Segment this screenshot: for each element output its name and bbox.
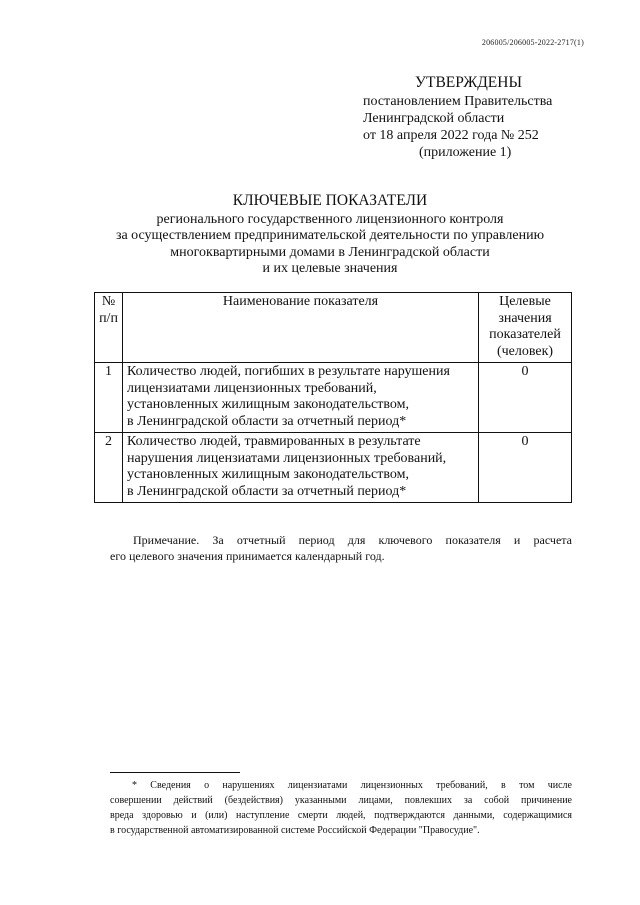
approval-heading: УТВЕРЖДЕНЫ [415,74,522,91]
approval-block [363,74,603,161]
header-target-line-2: значения [498,310,552,326]
footnote-line-4: в государственной автоматизированной системе Российской Федерации "Правосудие". [110,825,480,836]
title-line-1: регионального государственного лицензионного контроля [156,211,504,227]
title-line-4: и их целевые значения [262,261,398,276]
note-line-2: его целевого значения принимается календарный год. [110,549,385,563]
header-number [95,293,123,363]
footnote-line-1: * Сведения о нарушениях лицензиатами лицензионных требований, в том числе [132,780,572,791]
row-indicator-name [123,363,479,433]
note-block [110,532,572,564]
row-name-line: в Ленинградской области за отчетный период* [127,413,407,429]
row-indicator-name [123,433,479,503]
row-name-line: Количество людей, погибших в результате нарушения [127,364,450,379]
indicators-table [94,292,572,503]
row-name-line: Количество людей, травмированных в результате [127,434,421,449]
document-code: 206005/206005-2022-2717(1) [481,38,584,47]
approval-line-2: Ленинградской области [363,111,505,126]
header-target-line-3: показателей [489,327,561,342]
header-name: Наименование показателя [123,293,479,363]
row-name-line: в Ленинградской области за отчетный период* [127,483,407,499]
footnote-line-3: вреда здоровью и (или) наступление смерти людей, подтверждаются данными, содержащимися [110,810,572,821]
header-target-line-1: Целевые [499,294,551,309]
document-title: КЛЮЧЕВЫЕ ПОКАЗАТЕЛИ [232,192,428,209]
row-target-value: 0 [479,363,572,433]
footnote-separator [110,772,240,773]
approval-line-1: постановлением Правительства [363,94,553,109]
table-header-row [95,293,572,363]
footnote-block [110,778,572,838]
row-number: 1 [95,363,123,433]
row-number: 2 [95,433,123,503]
note-line-1: Примечание. За отчетный период для ключевого показателя и расчета [133,533,572,547]
table-row [95,433,572,503]
header-number-line-1: № [101,294,116,309]
row-target-value: 0 [479,433,572,503]
footnote-line-2: совершении действий (бездействия) указанными лицами, повлекших за собой причинение [110,795,572,806]
header-target-values [479,293,572,363]
title-line-2: за осуществлением предпринимательской деятельности по управлению [115,228,545,243]
table-row [95,363,572,433]
approval-line-3: от 18 апреля 2022 года № 252 [363,128,539,143]
header-target-line-4: (человек) [496,343,554,359]
row-name-line: установленных жилищным законодательством, [127,467,409,482]
header-number-line-2: п/п [99,310,118,326]
approval-appendix: (приложение 1) [419,145,512,160]
document-title-block [80,193,580,278]
row-name-line: установленных жилищным законодательством, [127,397,409,412]
row-name-line: нарушения лицензиатами лицензионных требований, [127,450,447,466]
title-line-3: многоквартирными домами в Ленинградской области [170,244,490,260]
row-name-line: лицензиатами лицензионных требований, [127,380,377,396]
